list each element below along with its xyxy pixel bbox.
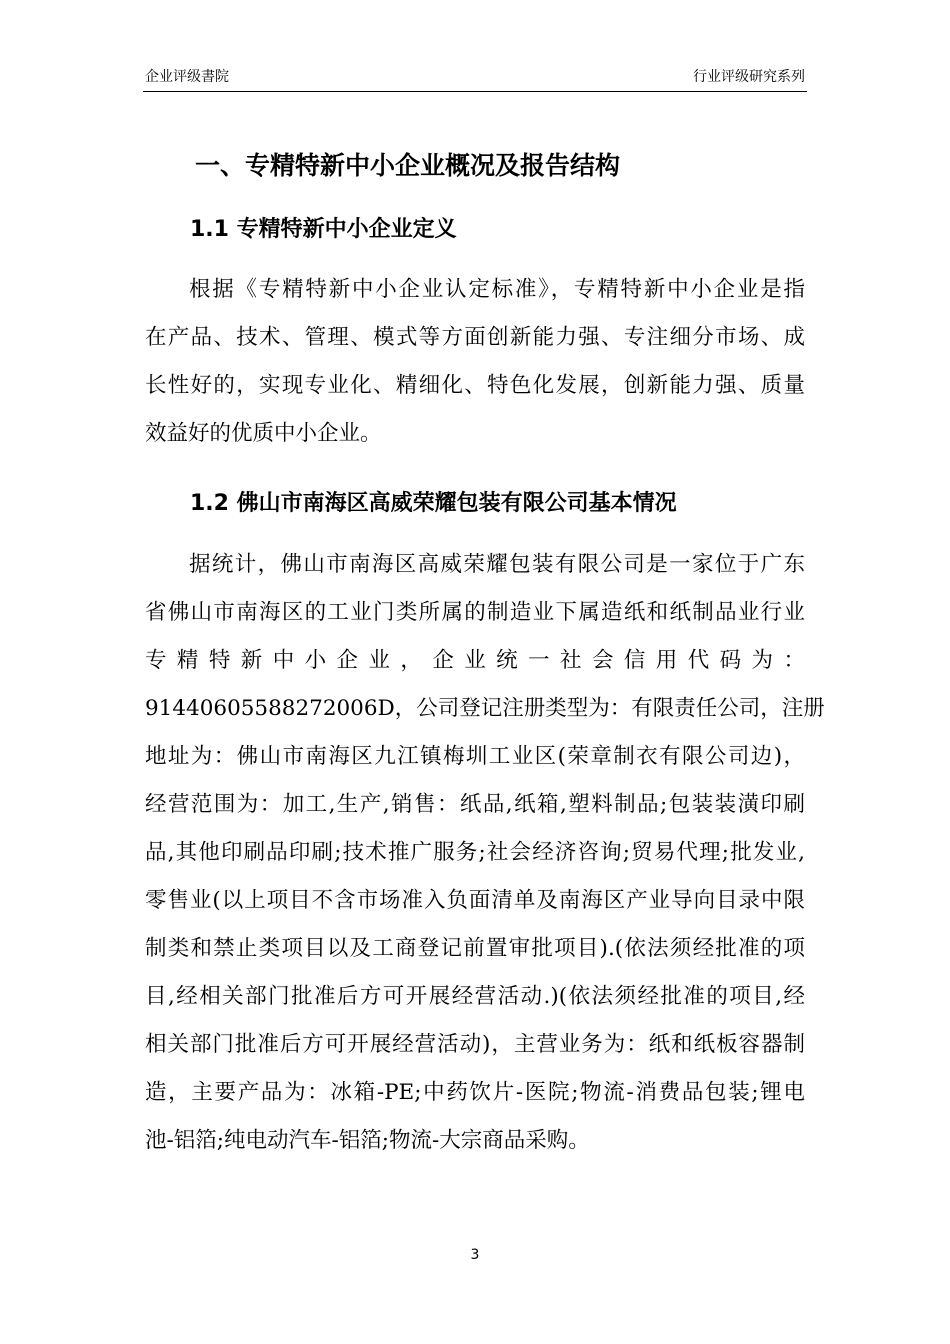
paragraph-definition [145, 266, 805, 458]
text-line: 根据《专精特新中小企业认定标准》，专精特新中小企业是指 [189, 277, 805, 302]
header-rule [143, 91, 807, 92]
text-line: 池-铝箔;纯电动汽车-铝箔;物流-大宗商品采购。 [145, 1128, 590, 1153]
paragraph-company-info [145, 541, 825, 1165]
subsection-1-title: 1.1 专精特新中小企业定义 [190, 217, 457, 242]
text-line: 省佛山市南海区的工业门类所属的制造业下属造纸和纸制品业行业 [145, 600, 805, 625]
header-left: 企业评级書院 [145, 69, 229, 85]
text-line: 造，主要产品为：冰箱-PE;中药饮片-医院;物流-消费品包装;锂电 [145, 1080, 805, 1105]
text-line: 长性好的，实现专业化、精细化、特色化发展，创新能力强、质量 [145, 373, 805, 398]
text-line: 专精特新中小企业，企业统一社会信用代码为： [145, 648, 805, 673]
section-title: 一、专精特新中小企业概况及报告结构 [195, 151, 621, 180]
text-line: 91440605588272006D，公司登记注册类型为：有限责任公司，注册 [145, 696, 825, 721]
text-line: 在产品、技术、管理、模式等方面创新能力强、专注细分市场、成 [145, 325, 805, 350]
text-line: 品,其他印刷品印刷;技术推广服务;社会经济咨询;贸易代理;批发业, [145, 840, 805, 865]
text-line: 据统计，佛山市南海区高威荣耀包装有限公司是一家位于广东 [189, 552, 805, 577]
text-line: 目,经相关部门批准后方可开展经营活动.)(依法须经批准的项目,经 [145, 984, 805, 1009]
text-line: 效益好的优质中小企业。 [145, 421, 382, 446]
text-line: 经营范围为：加工,生产,销售：纸品,纸箱,塑料制品;包装装潢印刷 [145, 792, 805, 817]
text-line: 地址为：佛山市南海区九江镇梅圳工业区(荣章制衣有限公司边)， [145, 744, 805, 769]
header-right: 行业评级研究系列 [693, 69, 805, 85]
subsection-2-title: 1.2 佛山市南海区高威荣耀包装有限公司基本情况 [190, 491, 677, 516]
text-line: 制类和禁止类项目以及工商登记前置审批项目).(依法须经批准的项 [145, 936, 805, 961]
page-number: 3 [470, 1247, 480, 1263]
text-line: 相关部门批准后方可开展经营活动)，主营业务为：纸和纸板容器制 [145, 1032, 805, 1057]
text-line: 零售业(以上项目不含市场准入负面清单及南海区产业导向目录中限 [145, 888, 805, 913]
